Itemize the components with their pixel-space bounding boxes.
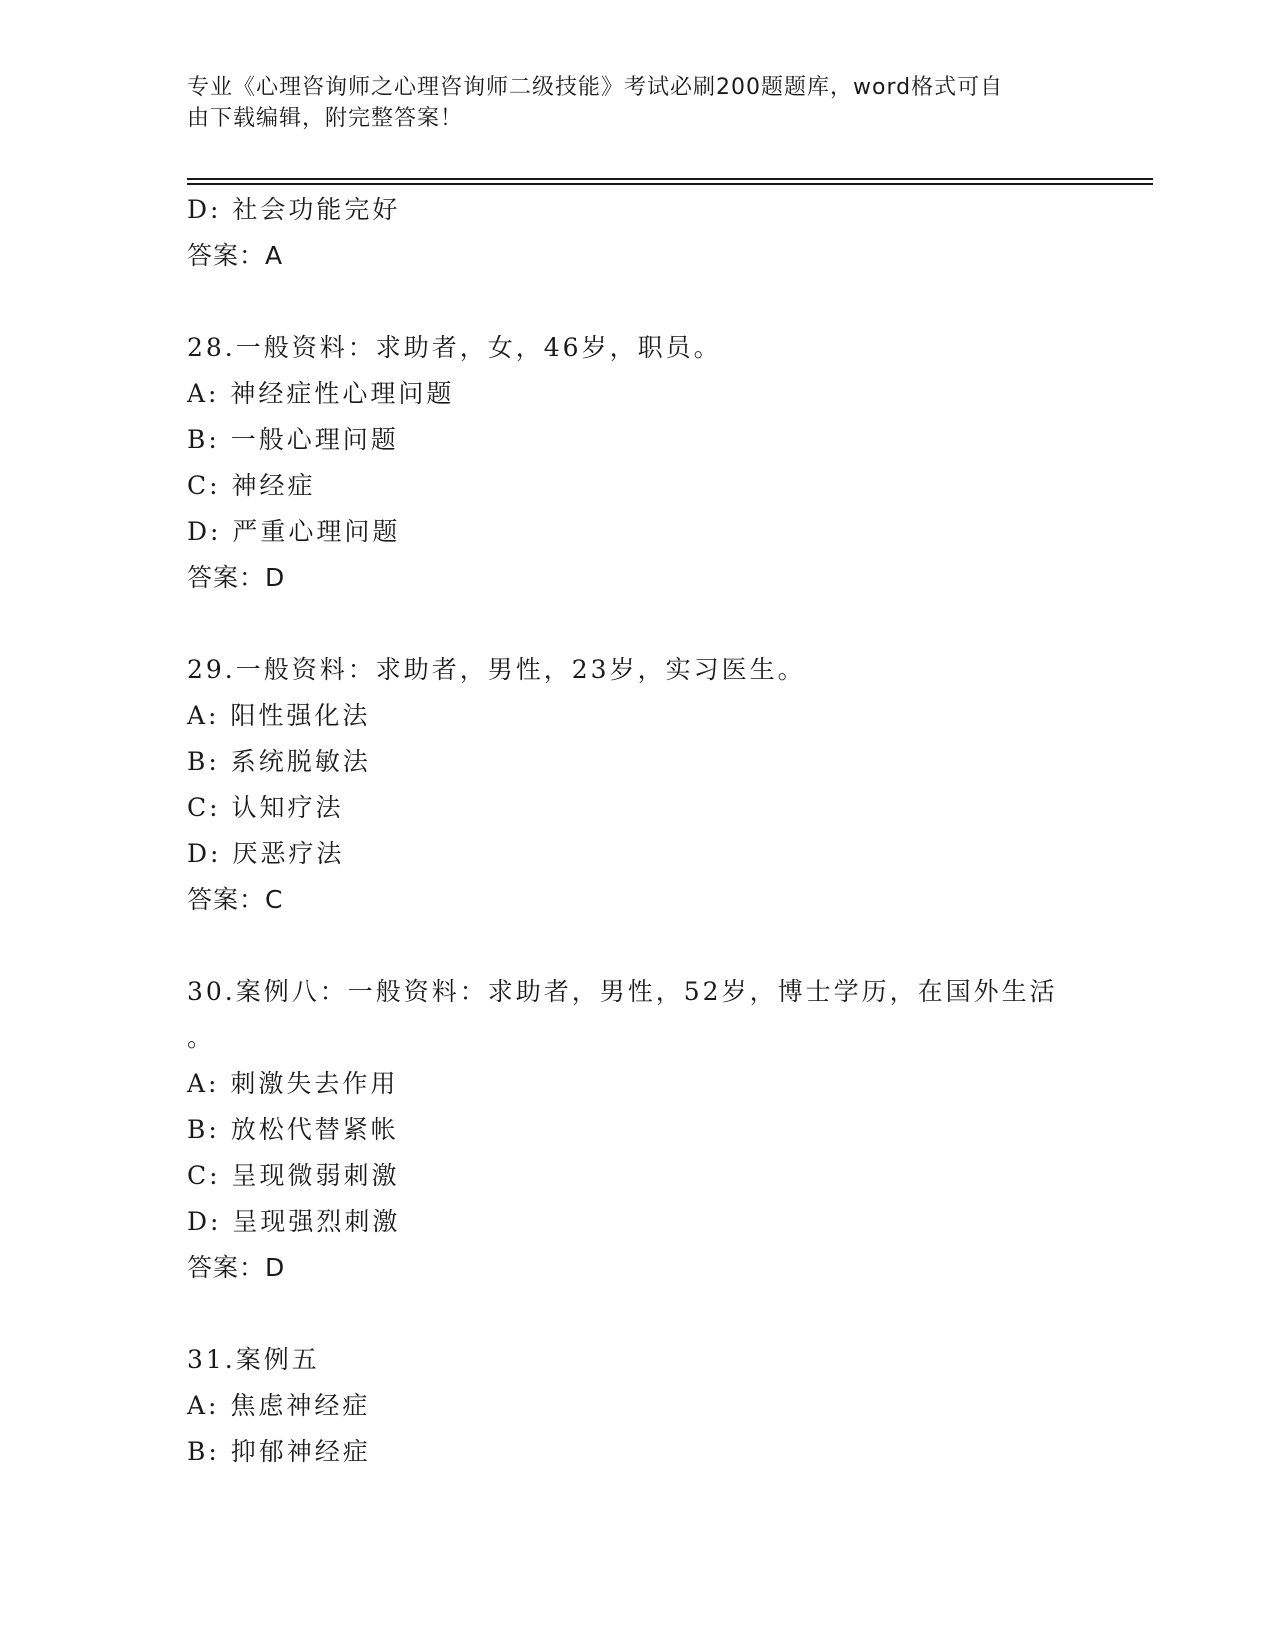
question-31 [187, 1337, 1087, 1475]
question-list [187, 187, 1087, 1475]
option-b: B: 放松代替紧帐 [187, 1115, 399, 1144]
option-d: D: 呈现强烈刺激 [187, 1207, 401, 1236]
spacer [187, 601, 1087, 647]
option-a: A: 阳性强化法 [187, 701, 371, 730]
header-line-2: 由下载编辑，附完整答案！ [187, 106, 464, 131]
option-d: D: 社会功能完好 [187, 195, 401, 224]
option-a: A: 神经症性心理问题 [187, 379, 455, 408]
document-header [187, 72, 1067, 134]
option-c: C: 认知疗法 [187, 793, 344, 822]
answer-line: 答案：A [187, 241, 284, 270]
question-stem-continuation: 。 [187, 1023, 216, 1052]
option-a: A: 刺激失去作用 [187, 1069, 399, 1098]
question-stem: 31.案例五 [187, 1345, 320, 1374]
answer-line: 答案：D [187, 563, 286, 592]
question-stem: 30.案例八：一般资料：求助者，男性，52岁，博士学历，在国外生活 [187, 977, 1058, 1006]
option-a: A: 焦虑神经症 [187, 1391, 371, 1420]
option-c: C: 神经症 [187, 471, 316, 500]
spacer [187, 1291, 1087, 1337]
option-d: D: 厌恶疗法 [187, 839, 345, 868]
header-line-1: 专业《心理咨询师之心理咨询师二级技能》考试必刷200题题库，word格式可自 [187, 75, 1004, 100]
answer-line: 答案：C [187, 885, 284, 914]
option-c: C: 呈现微弱刺激 [187, 1161, 400, 1190]
option-b: B: 抑郁神经症 [187, 1437, 371, 1466]
spacer [187, 923, 1087, 969]
question-28 [187, 325, 1087, 601]
option-b: B: 一般心理问题 [187, 425, 399, 454]
header-divider-top [187, 178, 1153, 180]
answer-line: 答案：D [187, 1253, 286, 1282]
header-divider-bottom [187, 183, 1153, 185]
spacer [187, 279, 1087, 325]
question-29 [187, 647, 1087, 923]
option-d: D: 严重心理问题 [187, 517, 401, 546]
question-stem: 28.一般资料：求助者，女，46岁，职员。 [187, 333, 722, 362]
question-stem: 29.一般资料：求助者，男性，23岁，实习医生。 [187, 655, 806, 684]
question-30 [187, 969, 1087, 1291]
previous-question-tail [187, 187, 1087, 279]
option-b: B: 系统脱敏法 [187, 747, 371, 776]
